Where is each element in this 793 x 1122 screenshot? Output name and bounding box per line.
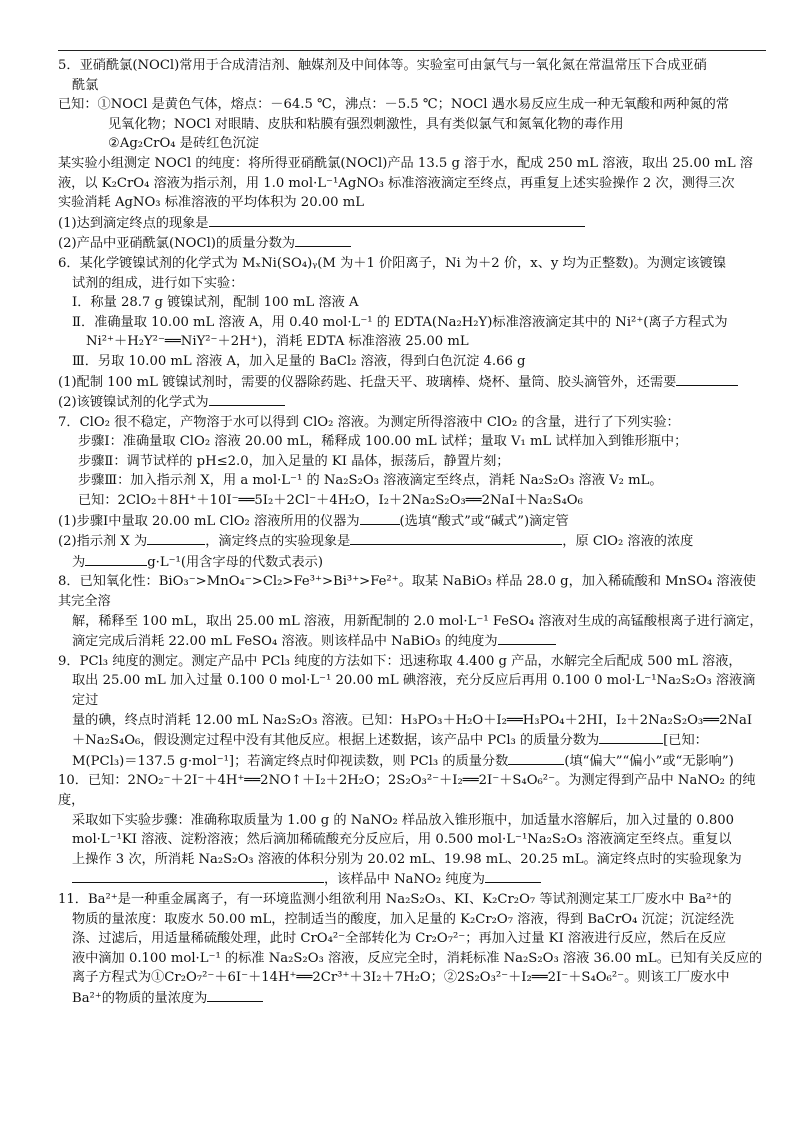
worksheet-body: [58, 56, 766, 1009]
q6-step-1: Ⅰ．称量 28.7 g 镀镍试剂，配制 100 mL 溶液 A: [72, 295, 359, 311]
q8-line: 解，稀释至 100 mL，取出 25.00 mL 溶液，用新配制的 2.0 mol·L⁻¹ FeSO₄ 溶液对生成的高锰酸根离子进行滴定，: [72, 613, 763, 629]
q10-line: 10．已知：2NO₂⁻＋2I⁻＋4H⁺══2NO↑＋I₂＋2H₂O；2S₂O₃²⁻＋I₂══2I⁻＋S₄O₆²⁻。为测定得到产品中 NaNO₂ 的纯度，: [58, 773, 756, 808]
q7-line: 7．ClO₂ 很不稳定，产物溶于水可以得到 ClO₂ 溶液。为测定所得溶液中 ClO₂ 的含量，进行了下列实验：: [58, 414, 680, 430]
q6-line: 试剂的组成，进行如下实验：: [72, 275, 244, 291]
q9-line: [58, 751, 766, 772]
q6-step-2: Ⅱ．准确量取 10.00 mL 溶液 A，用 0.40 mol·L⁻¹ 的 EDTA(Na₂H₂Y)标准溶液滴定其中的 Ni²⁺(离子方程式为: [72, 314, 728, 330]
q5-sub-1: [58, 213, 766, 234]
q7-sub-1-text: (1)步骤Ⅰ中量取 20.00 mL ClO₂ 溶液所用的仪器为: [58, 513, 360, 529]
q10-line: 采取如下实验步骤：准确称取质量为 1.00 g 的 NaNO₂ 样品放入锥形瓶中，加适量水溶解后，加入过量的 0.800: [72, 812, 735, 828]
question-5: [58, 56, 766, 254]
answer-blank[interactable]: [295, 233, 351, 247]
question-6: [58, 254, 766, 413]
q7-given: 已知：2ClO₂＋8H⁺＋10I⁻══5I₂＋2Cl⁻＋4H₂O，I₂＋2Na₂S₂O₃══2NaI＋Na₂S₄O₆: [78, 493, 583, 509]
q7-sub-2-cont: [58, 552, 766, 573]
q7-sub-2-text-d: 为: [72, 554, 86, 570]
answer-blank[interactable]: [676, 372, 738, 386]
q7-step-1: 步骤Ⅰ：准确量取 ClO₂ 溶液 20.00 mL，稀释成 100.00 mL 试样；量取 V₁ mL 试样加入到锥形瓶中；: [78, 434, 688, 450]
q8-line: [58, 631, 766, 652]
q6-line: 6．某化学镀镍试剂的化学式为 MₓNi(SO₄)ᵧ(M 为＋1 价阳离子，Ni 为＋2 价，x、y 均为正整数)。为测定该镀镍: [58, 255, 726, 271]
q11-line: 11．Ba²⁺是一种重金属离子，有一环境监测小组欲利用 Na₂S₂O₃、KI、K₂Cr₂O₇ 等试剂测定某工厂废水中 Ba²⁺的: [58, 891, 732, 907]
answer-blank[interactable]: [350, 531, 562, 545]
q9-line: 取出 25.00 mL 加入过量 0.100 0 mol·L⁻¹ 20.00 mL 碘溶液，充分反应后再用 0.100 0 mol·L⁻¹Na₂S₂O₃ 溶液滴定过: [72, 673, 756, 708]
q10-line: 上操作 3 次，所消耗 Na₂S₂O₃ 溶液的体积分别为 20.02 mL、19.98 mL、20.25 mL。滴定终点时的实验现象为: [72, 851, 742, 867]
q6-step-2-cont: Ni²⁺＋H₂Y²⁻══NiY²⁻＋2H⁺)，消耗 EDTA 标准溶液 25.00 mL: [86, 334, 469, 350]
q7-step-2: 步骤Ⅱ：调节试样的 pH≤2.0，加入足量的 KI 晶体，振荡后，静置片刻；: [78, 453, 510, 469]
q5-given-line: 见氧化物；NOCl 对眼睛、皮肤和粘膜有强烈刺激性，具有类似氯气和氮氧化物的毒作用: [108, 116, 624, 132]
q5-line: 某实验小组测定 NOCl 的纯度：将所得亚硝酰氯(NOCl)产品 13.5 g 溶于水，配成 250 mL 溶液，取出 25.00 mL 溶: [58, 155, 753, 171]
q9-line-text-c: M(PCl₃)＝137.5 g·mol⁻¹]；若滴定终点时仰视读数，则 PCl₃ 的质量分数: [72, 753, 509, 769]
q6-sub-2-text: (2)该镀镍试剂的化学式为: [58, 395, 209, 411]
q5-sub-2: [58, 233, 766, 254]
q11-line: [58, 988, 766, 1009]
q9-line: 9．PCl₃ 纯度的测定。测定产品中 PCl₃ 纯度的方法如下：迅速称取 4.400 g 产品，水解完全后配成 500 mL 溶液，: [58, 653, 742, 669]
q11-line: 涤、过滤后，用适量稀硫酸处理，此时 CrO₄²⁻全部转化为 Cr₂O₇²⁻；再加入过量 KI 溶液进行反应，然后在反应: [72, 931, 727, 947]
q11-line-text: Ba²⁺的物质的量浓度为: [72, 990, 208, 1006]
q5-line: 酰氯: [72, 77, 99, 93]
q10-line: [58, 869, 766, 890]
q8-line: 8．已知氧化性：BiO₃⁻>MnO₄⁻>Cl₂>Fe³⁺>Bi³⁺>Fe²⁺。取某 NaBiO₃ 样品 28.0 g，加入稀硫酸和 MnSO₄ 溶液使其完全溶: [58, 574, 756, 610]
q9-line: [58, 730, 766, 751]
q7-sub-1: [58, 511, 766, 532]
q7-sub-1-text-b: (选填“酸式”或“碱式”)滴定管: [399, 513, 569, 529]
q9-line-text-b: [已知：: [663, 733, 708, 749]
q5-line: 实验消耗 AgNO₃ 标准溶液的平均体积为 20.00 mL: [58, 195, 365, 211]
q10-line-text: ，该样品中 NaNO₂ 纯度为: [324, 872, 485, 888]
question-10: [58, 771, 766, 890]
q8-line-text: 滴定完成后消耗 22.00 mL FeSO₄ 溶液。则该样品中 NaBiO₃ 的纯度为: [72, 634, 498, 650]
q6-sub-2: [58, 392, 766, 413]
q5-line: 5．亚硝酰氯(NOCl)常用于合成清洁剂、触媒剂及中间体等。实验室可由氯气与一氧化氮在常温常压下合成亚硝: [58, 58, 707, 73]
answer-blank[interactable]: [209, 213, 585, 227]
answer-blank[interactable]: [360, 511, 400, 525]
q6-sub-1-text: (1)配制 100 mL 镀镍试剂时，需要的仪器除药匙、托盘天平、玻璃棒、烧杯、量筒、胶头滴管外，还需要: [58, 374, 677, 390]
q5-given-line: ②Ag₂CrO₄ 是砖红色沉淀: [108, 136, 259, 152]
q7-sub-2-text-b: ，滴定终点的实验现象是: [205, 534, 351, 550]
q11-line: 离子方程式为①Cr₂O₇²⁻＋6I⁻＋14H⁺══2Cr³⁺＋3I₂＋7H₂O；②2S₂O₃²⁻＋I₂══2I⁻＋S₄O₆²⁻。则该工厂废水中: [72, 970, 730, 986]
q6-sub-1: [58, 372, 766, 393]
q11-line: 液中滴加 0.100 mol·L⁻¹ 的标准 Na₂S₂O₃ 溶液，反应完全时，消耗标准 Na₂S₂O₃ 溶液 36.00 mL。已知有关反应的: [72, 950, 763, 966]
answer-blank[interactable]: [498, 631, 556, 645]
question-7: [58, 413, 766, 573]
answer-blank[interactable]: [207, 988, 263, 1002]
q5-given-line: 已知：①NOCl 是黄色气体，熔点：－64.5 ℃，沸点：－5.5 ℃；NOCl 遇水易反应生成一种无氧酸和两种氮的常: [58, 97, 730, 113]
answer-blank[interactable]: [85, 552, 147, 566]
q6-step-3: Ⅲ．另取 10.00 mL 溶液 A，加入足量的 BaCl₂ 溶液，得到白色沉淀 4.66 g: [72, 353, 526, 369]
answer-blank[interactable]: [508, 751, 564, 765]
q7-sub-2-text-c: ，原 ClO₂ 溶液的浓度: [562, 534, 694, 550]
q5-line: 液，以 K₂CrO₄ 溶液为指示剂，用 1.0 mol·L⁻¹AgNO₃ 标准溶液滴定至终点，再重复上述实验操作 2 次，测得三次: [58, 175, 735, 191]
answer-blank[interactable]: [147, 531, 205, 545]
q9-line-text: ＋Na₂S₄O₆，假设测定过程中没有其他反应。根据上述数据，该产品中 PCl₃ 的质量分数为: [72, 733, 600, 749]
answer-blank[interactable]: [599, 730, 663, 744]
q7-sub-2-text-e: g·L⁻¹(用含字母的代数式表示): [147, 554, 323, 570]
q11-line: 物质的量浓度：取废水 50.00 mL，控制适当的酸度，加入足量的 K₂Cr₂O₇ 溶液，得到 BaCrO₄ 沉淀；沉淀经洗: [72, 911, 734, 927]
q9-line-text-d: (填“偏大”“偏小”或“无影响”): [564, 753, 734, 769]
q7-sub-2: [58, 531, 766, 552]
q5-sub-2-text: (2)产品中亚硝酰氯(NOCl)的质量分数为: [58, 236, 296, 252]
answer-blank[interactable]: [485, 869, 541, 883]
q10-line: mol·L⁻¹KI 溶液、淀粉溶液；然后滴加稀硫酸充分反应后，用 0.500 mol·L⁻¹Na₂S₂O₃ 溶液滴定至终点。重复以: [72, 832, 732, 848]
answer-blank[interactable]: [72, 869, 324, 883]
header-rule: [58, 50, 766, 51]
question-11: [58, 890, 766, 1009]
question-9: [58, 652, 766, 772]
q5-sub-1-text: (1)达到滴定终点的现象是: [58, 215, 209, 231]
q7-sub-2-text: (2)指示剂 X 为: [58, 534, 148, 550]
q9-line: 量的碘，终点时消耗 12.00 mL Na₂S₂O₃ 溶液。已知：H₃PO₃＋H₂O＋I₂══H₃PO₄＋2HI，I₂＋2Na₂S₂O₃══2NaI: [72, 712, 753, 728]
answer-blank[interactable]: [209, 392, 285, 406]
q7-step-3: 步骤Ⅲ：加入指示剂 X，用 a mol·L⁻¹ 的 Na₂S₂O₃ 溶液滴定至终点，消耗 Na₂S₂O₃ 溶液 V₂ mL。: [78, 473, 663, 489]
question-8: [58, 572, 766, 651]
